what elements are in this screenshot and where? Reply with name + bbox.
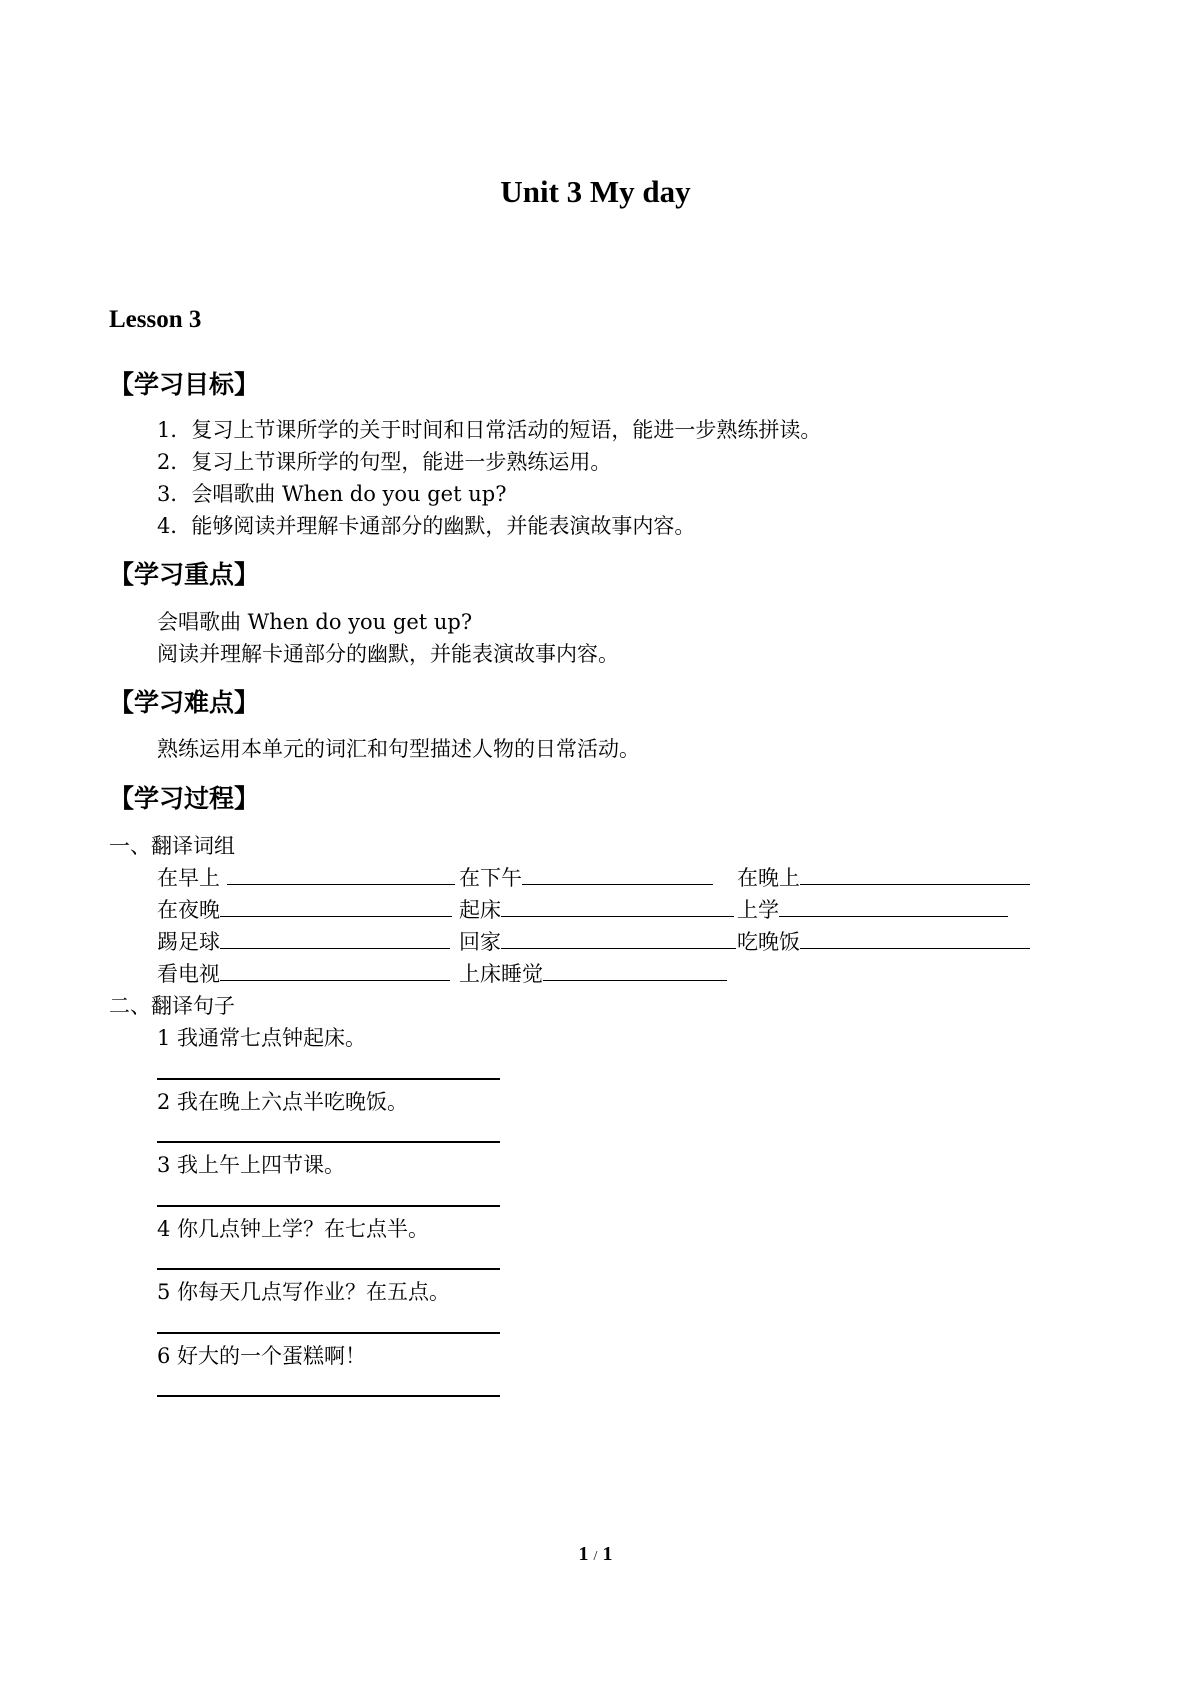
sentence-answer-line[interactable] xyxy=(157,1268,500,1270)
part2-title: 二、翻译句子 xyxy=(109,994,235,1018)
phrase-row xyxy=(157,863,1057,893)
phrase-item: 看电视 xyxy=(157,959,450,989)
sentence-answer-line[interactable] xyxy=(157,1332,500,1334)
sentence-prompt: 1 我通常七点钟起床。 xyxy=(157,1026,367,1050)
sentence-prompt: 6 好大的一个蛋糕啊！ xyxy=(157,1344,367,1368)
phrase-item: 回家 xyxy=(459,927,736,957)
answer-blank[interactable] xyxy=(800,928,1030,949)
phrase-row xyxy=(157,959,1057,989)
part1-title: 一、翻译词组 xyxy=(109,834,235,858)
objectives-heading: 【学习目标】 xyxy=(109,370,260,399)
page-title: Unit 3 My day xyxy=(500,174,691,209)
phrase-row xyxy=(157,895,1057,925)
difficulties-heading: 【学习难点】 xyxy=(109,688,260,717)
phrase-item: 在早上 xyxy=(157,863,455,893)
process-heading: 【学习过程】 xyxy=(109,784,260,813)
answer-blank[interactable] xyxy=(522,864,713,885)
phrase-row xyxy=(157,927,1057,957)
sentence-prompt: 2 我在晚上六点半吃晚饭。 xyxy=(157,1090,409,1114)
phrase-item: 在下午 xyxy=(459,863,713,893)
sentence-prompt: 4 你几点钟上学？在七点半。 xyxy=(157,1217,430,1241)
answer-blank[interactable] xyxy=(501,896,734,917)
phrase-item: 踢足球 xyxy=(157,927,450,957)
key-point-item: 阅读并理解卡通部分的幽默，并能表演故事内容。 xyxy=(157,642,619,666)
phrase-item: 在夜晚 xyxy=(157,895,452,925)
answer-blank[interactable] xyxy=(779,896,1008,917)
sentence-prompt: 3 我上午上四节课。 xyxy=(157,1153,346,1177)
key-points-heading: 【学习重点】 xyxy=(109,560,260,589)
answer-blank[interactable] xyxy=(501,928,736,949)
answer-blank[interactable] xyxy=(800,864,1030,885)
phrase-item: 吃晚饭 xyxy=(737,927,1030,957)
objective-item: 3．会唱歌曲 When do you get up? xyxy=(157,482,507,506)
phrase-item: 上床睡觉 xyxy=(459,959,727,989)
answer-blank[interactable] xyxy=(220,896,452,917)
sentence-answer-line[interactable] xyxy=(157,1141,500,1143)
answer-blank[interactable] xyxy=(220,928,450,949)
answer-blank[interactable] xyxy=(543,960,727,981)
sentence-answer-line[interactable] xyxy=(157,1395,500,1397)
sentence-answer-line[interactable] xyxy=(157,1205,500,1207)
page-number: 1 / 1 xyxy=(578,1543,613,1565)
objective-item: 4．能够阅读并理解卡通部分的幽默，并能表演故事内容。 xyxy=(157,514,696,538)
objective-item: 2．复习上节课所学的句型，能进一步熟练运用。 xyxy=(157,450,612,474)
phrase-item: 起床 xyxy=(459,895,734,925)
sentence-answer-line[interactable] xyxy=(157,1078,500,1080)
phrase-item: 上学 xyxy=(737,895,1008,925)
key-point-item: 会唱歌曲 When do you get up? xyxy=(157,610,473,634)
lesson-label: Lesson 3 xyxy=(109,306,202,333)
answer-blank[interactable] xyxy=(220,960,450,981)
answer-blank[interactable] xyxy=(227,864,455,885)
difficulty-item: 熟练运用本单元的词汇和句型描述人物的日常活动。 xyxy=(157,737,640,761)
objective-item: 1．复习上节课所学的关于时间和日常活动的短语，能进一步熟练拼读。 xyxy=(157,418,822,442)
phrase-item: 在晚上 xyxy=(737,863,1030,893)
sentence-prompt: 5 你每天几点写作业？在五点。 xyxy=(157,1280,451,1304)
